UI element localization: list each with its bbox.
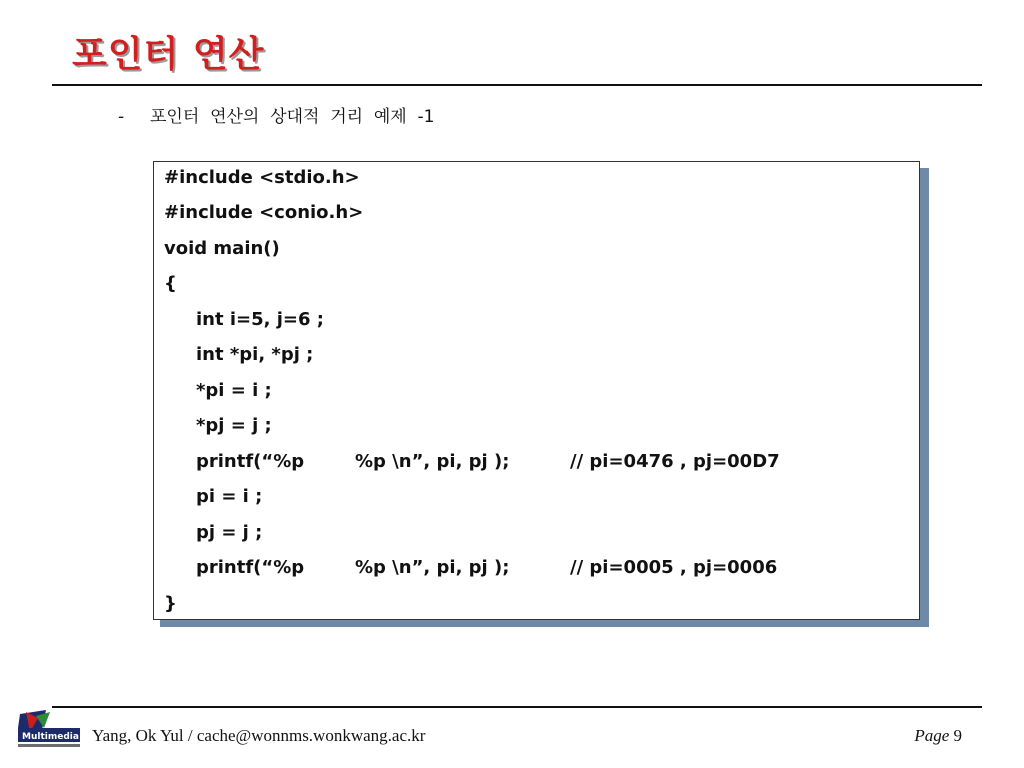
code-line-include-conio: #include <conio.h> — [164, 202, 364, 223]
printf-1-comment: // pi=0476 , pj=00D7 — [570, 451, 780, 472]
printf-1-format-b: %p \n”, pi, pj ); — [355, 451, 510, 472]
code-line-open-brace: { — [164, 273, 177, 294]
code-line-main: void main() — [164, 238, 280, 259]
printf-2-format-b: %p \n”, pi, pj ); — [355, 557, 510, 578]
code-line-printf-1 — [196, 450, 896, 474]
footer-page — [914, 726, 962, 746]
code-line-assign-pi: *pi = i ; — [196, 380, 272, 401]
title-divider — [52, 84, 982, 86]
printf-2-format-a: printf(“%p — [196, 557, 305, 578]
footer-author: Yang, Ok Yul / cache@wonnms.wonkwang.ac.kr — [92, 726, 426, 745]
logo-text: Multimedia — [22, 732, 79, 742]
printf-2-comment: // pi=0005 , pj=0006 — [570, 557, 778, 578]
code-line-ptr-decl: int *pi, *pj ; — [196, 344, 314, 365]
code-line-pj-eq-j: pj = j ; — [196, 522, 263, 543]
page-number: 9 — [953, 726, 962, 745]
page-label: Page — [914, 726, 950, 745]
code-line-printf-2 — [196, 556, 896, 580]
code-line-close-brace: } — [164, 593, 177, 614]
code-line-pi-eq-i: pi = i ; — [196, 486, 263, 507]
multimedia-logo — [16, 710, 82, 750]
code-line-int-decl: int i=5, j=6 ; — [196, 309, 324, 330]
slide-title: 포인터 연산 — [72, 34, 265, 75]
subtitle-line — [118, 102, 434, 127]
footer-divider — [52, 706, 982, 708]
subtitle-bullet: - — [118, 107, 125, 127]
subtitle-text: 포인터 연산의 상대적 거리 예제 -1 — [150, 107, 435, 127]
code-line-assign-pj: *pj = j ; — [196, 415, 272, 436]
printf-1-format-a: printf(“%p — [196, 451, 305, 472]
code-line-include-stdio: #include <stdio.h> — [164, 167, 360, 188]
code-box — [153, 161, 920, 620]
